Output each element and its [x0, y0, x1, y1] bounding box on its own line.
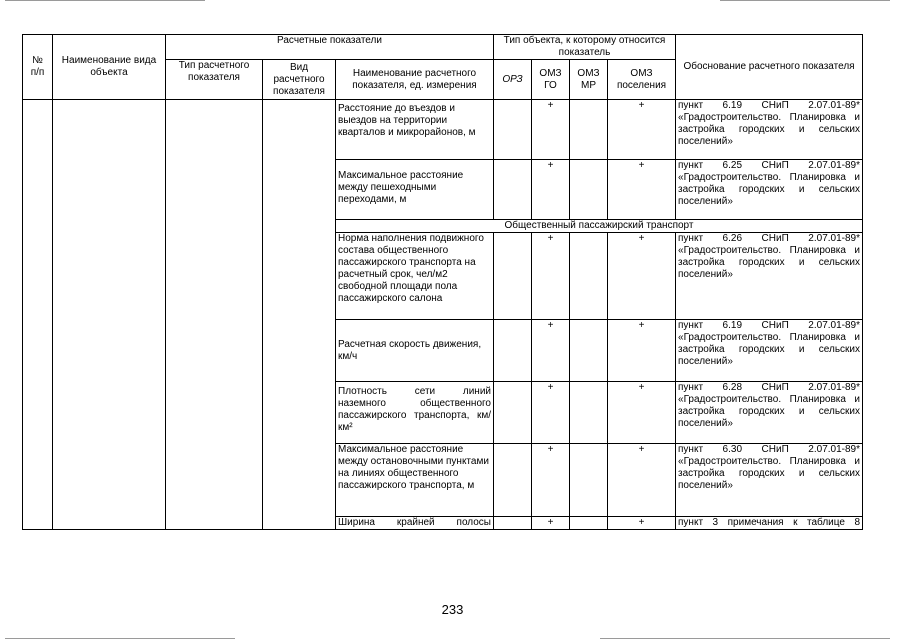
cell-omz-go: +	[532, 382, 570, 444]
cell-omz-pos: +	[608, 100, 676, 160]
cell-omz-mr	[570, 100, 608, 160]
cell-omz-go: +	[532, 100, 570, 160]
indicators-table	[22, 34, 863, 530]
cell-omz-go: +	[532, 233, 570, 320]
scan-edge-top-left	[5, 0, 205, 1]
header-orz: ОРЗ	[494, 60, 532, 100]
header-num: № п/п	[23, 35, 53, 100]
justification-end: поселений»	[678, 480, 733, 491]
justification-end: поселений»	[678, 196, 733, 207]
cell-calc-kind	[263, 100, 336, 530]
justification-text	[676, 382, 863, 444]
justification-main: пункт 6.25 СНиП 2.07.01-89* «Градостроительство. Планировка и застройка городских и сельских	[678, 160, 861, 195]
justification-main: пункт 6.19 СНиП 2.07.01-89* «Градостроительство. Планировка и застройка городских и сельских	[678, 100, 861, 135]
justification-text	[676, 517, 863, 530]
table-row	[23, 100, 863, 160]
scan-edge-bottom-left	[5, 638, 235, 639]
cell-orz	[494, 160, 532, 220]
cell-omz-go: +	[532, 517, 570, 530]
indicator-name: Расчетная скорость движения, км/ч	[336, 320, 494, 382]
indicator-name: Норма наполнения подвижного состава общественного пассажирского транспорта на расчетный срок, чел/м2 свободной площади пола пассажирского салона	[336, 233, 494, 320]
cell-orz	[494, 444, 532, 517]
justification-end: поселений»	[678, 418, 733, 429]
cell-orz	[494, 517, 532, 530]
header-calc-type: Тип расчетного показателя	[166, 60, 263, 100]
justification-text	[676, 320, 863, 382]
cell-omz-pos: +	[608, 320, 676, 382]
cell-omz-go: +	[532, 444, 570, 517]
cell-calc-type	[166, 100, 263, 530]
cell-omz-pos: +	[608, 444, 676, 517]
header-object-type-group: Тип объекта, к которому относится показатель	[494, 35, 676, 60]
cell-orz	[494, 320, 532, 382]
indicator-name	[336, 517, 494, 530]
indicator-name	[336, 382, 494, 444]
cell-orz	[494, 382, 532, 444]
indicator-name: Максимальное расстояние между остановочными пунктами на линиях общественного пассажирского транспорта, м	[336, 444, 494, 517]
justification-end: поселений»	[678, 269, 733, 280]
header-object-name: Наименование вида объекта	[53, 35, 166, 100]
cell-omz-go: +	[532, 320, 570, 382]
scan-edge-bottom-right	[600, 638, 890, 639]
cell-omz-pos: +	[608, 382, 676, 444]
cell-omz-mr	[570, 382, 608, 444]
justification-text	[676, 233, 863, 320]
indicator-name: Максимальное расстояние между пешеходными переходами, м	[336, 160, 494, 220]
header-omz-go: ОМЗ ГО	[532, 60, 570, 100]
header-omz-mr: ОМЗ МР	[570, 60, 608, 100]
cell-omz-mr	[570, 160, 608, 220]
justification-main: пункт 6.19 СНиП 2.07.01-89* «Градостроительство. Планировка и застройка городских и сельских	[678, 320, 861, 355]
cell-omz-mr	[570, 444, 608, 517]
cell-omz-mr	[570, 233, 608, 320]
header-justification: Обоснование расчетного показателя	[676, 35, 863, 100]
scan-edge-top-right	[720, 0, 890, 1]
indicator-name-text: Ширина крайней полосы	[338, 517, 491, 528]
cell-orz	[494, 100, 532, 160]
cell-omz-pos: +	[608, 160, 676, 220]
header-calc-kind: Вид расчетного показателя	[263, 60, 336, 100]
cell-omz-pos: +	[608, 233, 676, 320]
justification-main: пункт 3 примечания к таблице 8	[678, 517, 861, 528]
justification-text	[676, 100, 863, 160]
document-table-wrapper	[22, 34, 862, 530]
cell-omz-pos: +	[608, 517, 676, 530]
header-calc-group: Расчетные показатели	[166, 35, 494, 60]
justification-end: поселений»	[678, 356, 733, 367]
cell-object-name	[53, 100, 166, 530]
cell-num	[23, 100, 53, 530]
cell-omz-go: +	[532, 160, 570, 220]
cell-omz-mr	[570, 320, 608, 382]
indicator-name: Расстояние до въездов и выездов на территории кварталов и микрорайонов, м	[336, 100, 494, 160]
justification-main: пункт 6.26 СНиП 2.07.01-89* «Градостроительство. Планировка и застройка городских и сельских	[678, 233, 861, 268]
justification-main: пункт 6.28 СНиП 2.07.01-89* «Градостроительство. Планировка и застройка городских и сельских	[678, 382, 861, 417]
cell-orz	[494, 233, 532, 320]
justification-main: пункт 6.30 СНиП 2.07.01-89* «Градостроительство. Планировка и застройка городских и сельских	[678, 444, 861, 479]
cell-omz-mr	[570, 517, 608, 530]
indicator-name-text: Плотность сети линий наземного общественного пассажирского транспорта, км/км²	[338, 386, 491, 433]
page-number: 233	[441, 602, 464, 617]
justification-text	[676, 444, 863, 517]
justification-end: поселений»	[678, 136, 733, 147]
header-calc-name: Наименование расчетного показателя, ед. измерения	[336, 60, 494, 100]
justification-text	[676, 160, 863, 220]
header-omz-pos: ОМЗ поселения	[608, 60, 676, 100]
section-title: Общественный пассажирский транспорт	[336, 220, 863, 233]
